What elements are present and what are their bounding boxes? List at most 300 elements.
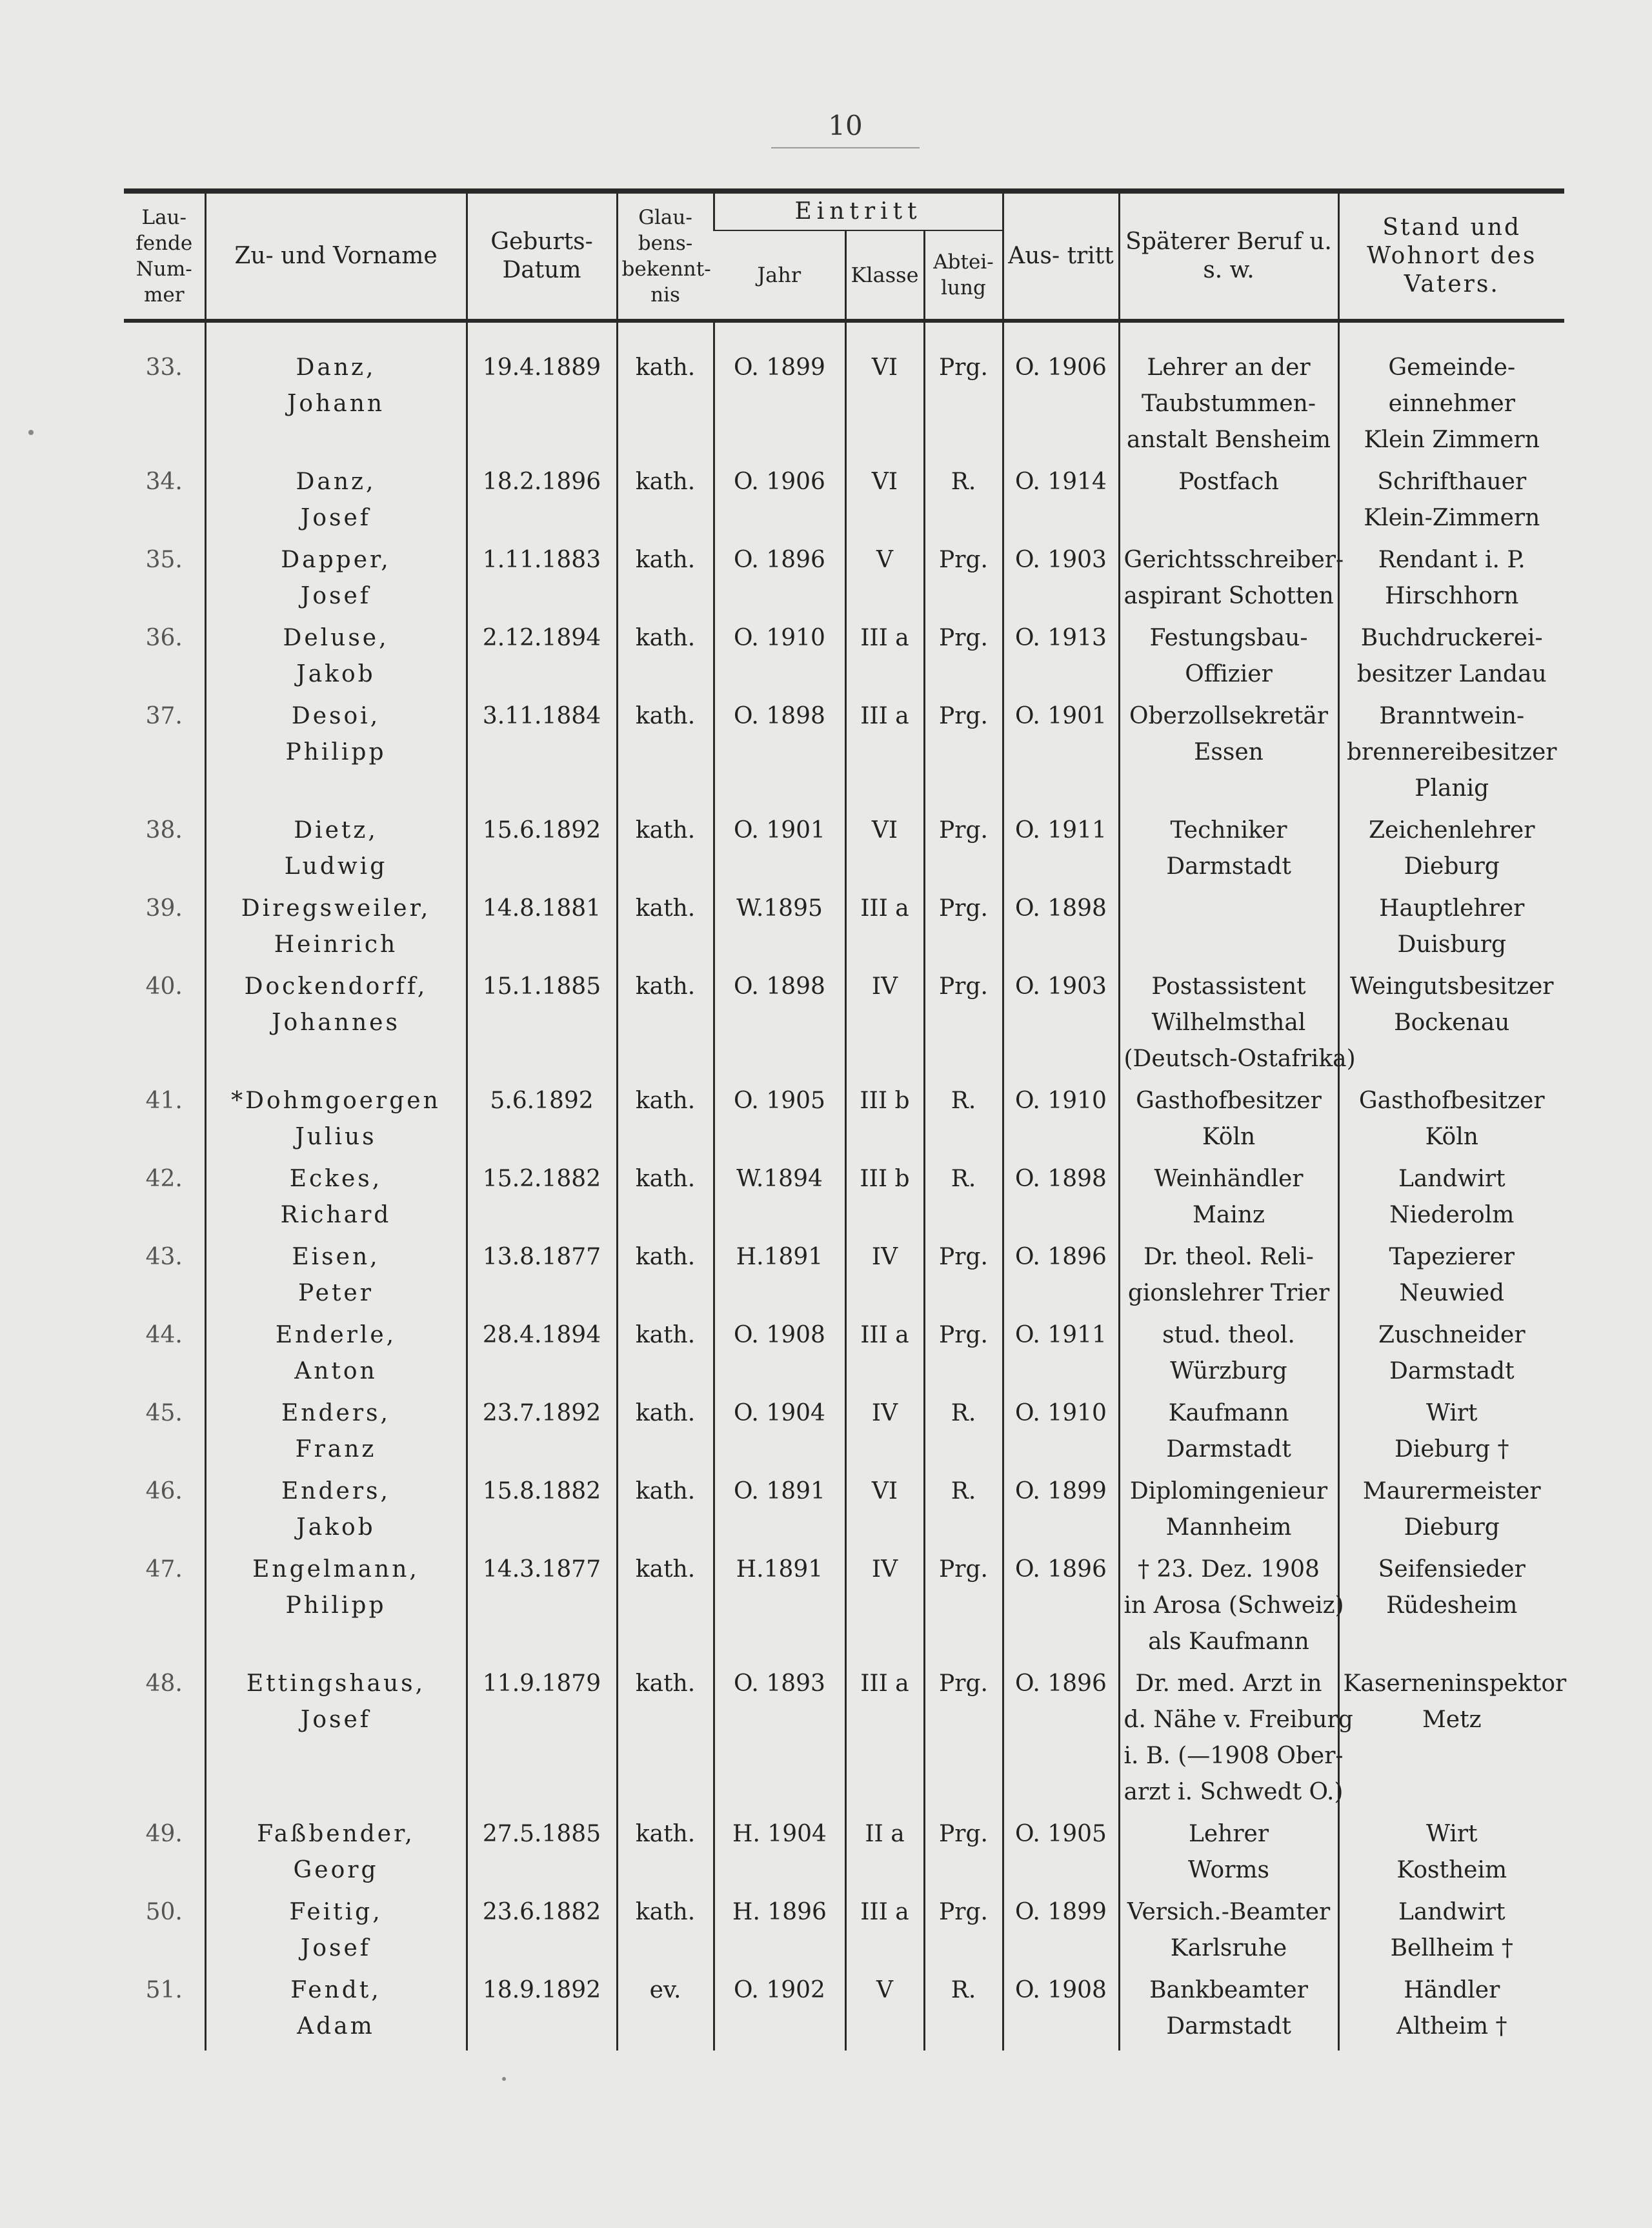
cell-exit: O. 1906 bbox=[1003, 321, 1119, 464]
cell-name-line: Julius bbox=[295, 1124, 377, 1150]
table-row bbox=[124, 891, 1564, 969]
cell-later-profession-line: Darmstadt bbox=[1166, 1436, 1291, 1463]
cell-birthdate: 14.8.1881 bbox=[467, 891, 617, 969]
cell-later-profession-line: i. B. (—1908 Ober- bbox=[1123, 1743, 1344, 1769]
student-register-table bbox=[124, 188, 1567, 2051]
cell-department: Prg. bbox=[924, 969, 1003, 1083]
cell-later-profession bbox=[1119, 464, 1338, 542]
table-row bbox=[124, 542, 1564, 620]
cell-entry-year: O. 1893 bbox=[714, 1666, 845, 1816]
cell-name-line: Adam bbox=[297, 2013, 375, 2040]
paper-blemish bbox=[502, 2077, 506, 2081]
cell-name bbox=[205, 1972, 467, 2051]
cell-later-profession bbox=[1119, 620, 1338, 698]
cell-later-profession bbox=[1119, 1552, 1344, 1666]
cell-father-status-line: Neuwied bbox=[1399, 1280, 1505, 1306]
cell-name bbox=[205, 1474, 467, 1552]
page-number-rule bbox=[771, 147, 920, 148]
cell-religion: kath. bbox=[617, 542, 714, 620]
cell-father-status-line: Köln bbox=[1425, 1124, 1478, 1150]
cell-father-status-line: Gemeinde- bbox=[1388, 354, 1516, 381]
cell-father-status-line: Duisburg bbox=[1397, 931, 1507, 958]
cell-name-line: Josef bbox=[300, 1935, 372, 1961]
cell-name bbox=[205, 1666, 467, 1816]
cell-later-profession bbox=[1119, 1395, 1338, 1474]
cell-name-line: Desoi, bbox=[291, 703, 381, 729]
cell-entry-year: O. 1908 bbox=[714, 1317, 845, 1395]
cell-class: III a bbox=[845, 1894, 924, 1972]
cell-number: 49. bbox=[145, 1821, 183, 1847]
cell-department: Prg. bbox=[924, 1666, 1003, 1816]
cell-name-line: Philipp bbox=[285, 1592, 387, 1619]
cell-birthdate: 5.6.1892 bbox=[467, 1083, 617, 1161]
cell-father-status-line: Dieburg † bbox=[1394, 1436, 1509, 1463]
cell-number: 42. bbox=[145, 1166, 183, 1192]
cell-father-status bbox=[1338, 321, 1564, 464]
cell-exit: O. 1911 bbox=[1003, 1317, 1119, 1395]
cell-exit: O. 1905 bbox=[1003, 1816, 1119, 1894]
cell-later-profession-line: (Deutsch-Ostafrika) bbox=[1123, 1046, 1356, 1072]
cell-later-profession-line: gionslehrer Trier bbox=[1127, 1280, 1330, 1306]
cell-number: 50. bbox=[145, 1899, 183, 1925]
header-name: Zu- und Vorname bbox=[205, 191, 467, 321]
cell-birthdate: 15.6.1892 bbox=[467, 813, 617, 891]
cell-exit: O. 1911 bbox=[1003, 813, 1119, 891]
cell-later-profession bbox=[1119, 1474, 1338, 1552]
cell-father-status bbox=[1338, 1161, 1564, 1239]
cell-class: VI bbox=[845, 1474, 924, 1552]
cell-entry-year: O. 1899 bbox=[714, 321, 845, 464]
cell-birthdate: 19.4.1889 bbox=[467, 321, 617, 464]
cell-father-status-line: Klein Zimmern bbox=[1364, 427, 1540, 453]
cell-later-profession-line: d. Nähe v. Freiburg bbox=[1123, 1706, 1353, 1733]
header-austritt: Aus- tritt bbox=[1003, 191, 1119, 321]
cell-name-line: Enders, bbox=[281, 1478, 390, 1504]
cell-later-profession-line: aspirant Schotten bbox=[1123, 583, 1334, 609]
cell-number: 34. bbox=[145, 469, 183, 495]
cell-name-line: Jakob bbox=[296, 661, 376, 687]
cell-name-line: Dockendorff, bbox=[244, 973, 428, 1000]
cell-name-line: Dietz, bbox=[294, 817, 378, 844]
cell-father-status-line: Bockenau bbox=[1394, 1009, 1510, 1036]
cell-birthdate: 18.9.1892 bbox=[467, 1972, 617, 2051]
cell-exit: O. 1898 bbox=[1003, 891, 1119, 969]
cell-name-line: Diregsweiler, bbox=[241, 895, 431, 922]
header-spaeterer-beruf: Späterer Beruf u. s. w. bbox=[1119, 191, 1338, 321]
cell-birthdate: 15.2.1882 bbox=[467, 1161, 617, 1239]
cell-religion: ev. bbox=[617, 1972, 714, 2051]
table-row bbox=[124, 620, 1564, 698]
cell-father-status bbox=[1338, 1894, 1564, 1972]
cell-father-status bbox=[1338, 1666, 1567, 1816]
cell-name-line: Fendt, bbox=[290, 1977, 381, 2003]
cell-father-status bbox=[1338, 891, 1564, 969]
cell-later-profession-line: Offizier bbox=[1185, 661, 1273, 687]
cell-later-profession-line: in Arosa (Schweiz) bbox=[1123, 1592, 1344, 1619]
cell-exit: O. 1901 bbox=[1003, 698, 1119, 813]
cell-father-status-line: Hirschhorn bbox=[1385, 583, 1519, 609]
cell-father-status-line: Händler bbox=[1404, 1977, 1500, 2003]
cell-religion: kath. bbox=[617, 620, 714, 698]
cell-religion: kath. bbox=[617, 321, 714, 464]
cell-father-status-line: Klein-Zimmern bbox=[1364, 505, 1540, 531]
cell-number: 51. bbox=[145, 1977, 183, 2003]
cell-father-status bbox=[1338, 542, 1564, 620]
cell-name-line: Peter bbox=[298, 1280, 374, 1306]
cell-father-status-line: Niederolm bbox=[1389, 1202, 1515, 1228]
cell-later-profession bbox=[1119, 1816, 1338, 1894]
cell-later-profession bbox=[1119, 891, 1338, 969]
cell-name-line: Danz, bbox=[296, 469, 376, 495]
cell-later-profession bbox=[1119, 1083, 1338, 1161]
table-row bbox=[124, 1972, 1564, 2051]
cell-religion: kath. bbox=[617, 1161, 714, 1239]
cell-religion: kath. bbox=[617, 969, 714, 1083]
cell-exit: O. 1899 bbox=[1003, 1894, 1119, 1972]
table-row bbox=[124, 1666, 1564, 1816]
cell-number: 41. bbox=[145, 1088, 183, 1114]
cell-department: Prg. bbox=[924, 1317, 1003, 1395]
cell-father-status-line: Tapezierer bbox=[1389, 1244, 1515, 1270]
table-row bbox=[124, 464, 1564, 542]
cell-father-status-line: Rendant i. P. bbox=[1378, 547, 1526, 573]
cell-later-profession-line: Wilhelmsthal bbox=[1151, 1009, 1306, 1036]
cell-father-status-line: brennereibesitzer bbox=[1346, 739, 1557, 765]
cell-birthdate: 18.2.1896 bbox=[467, 464, 617, 542]
cell-religion: kath. bbox=[617, 1816, 714, 1894]
cell-number: 33. bbox=[145, 354, 183, 381]
cell-number: 37. bbox=[145, 703, 183, 729]
cell-father-status bbox=[1338, 1239, 1564, 1317]
cell-name-line: Engelmann, bbox=[252, 1556, 419, 1583]
cell-name-line: Enders, bbox=[281, 1400, 390, 1426]
cell-later-profession bbox=[1119, 1666, 1353, 1816]
cell-later-profession bbox=[1119, 1317, 1338, 1395]
cell-later-profession-line: Postassistent bbox=[1151, 973, 1306, 1000]
cell-later-profession-line: Essen bbox=[1194, 739, 1264, 765]
cell-name-line: Heinrich bbox=[274, 931, 398, 958]
cell-class: III a bbox=[845, 620, 924, 698]
cell-entry-year: H. 1904 bbox=[714, 1816, 845, 1894]
table-row bbox=[124, 1317, 1564, 1395]
table-row bbox=[124, 1816, 1564, 1894]
cell-name-line: Franz bbox=[295, 1436, 377, 1463]
cell-father-status-line: Dieburg bbox=[1404, 1514, 1500, 1541]
cell-religion: kath. bbox=[617, 698, 714, 813]
cell-father-status bbox=[1338, 464, 1564, 542]
cell-department: Prg. bbox=[924, 891, 1003, 969]
cell-entry-year: O. 1896 bbox=[714, 542, 845, 620]
cell-name-line: Danz, bbox=[296, 354, 376, 381]
cell-later-profession bbox=[1119, 1161, 1338, 1239]
cell-exit: O. 1898 bbox=[1003, 1161, 1119, 1239]
cell-exit: O. 1903 bbox=[1003, 542, 1119, 620]
cell-name bbox=[205, 464, 467, 542]
cell-name-line: Georg bbox=[293, 1857, 379, 1883]
cell-number: 38. bbox=[145, 817, 183, 844]
cell-entry-year: O. 1910 bbox=[714, 620, 845, 698]
cell-class: III a bbox=[845, 1317, 924, 1395]
cell-department: Prg. bbox=[924, 1816, 1003, 1894]
cell-later-profession-line: Darmstadt bbox=[1166, 853, 1291, 880]
cell-father-status-line: besitzer Landau bbox=[1356, 661, 1547, 687]
cell-religion: kath. bbox=[617, 1083, 714, 1161]
cell-father-status bbox=[1338, 1972, 1564, 2051]
cell-name-line: Josef bbox=[300, 1706, 372, 1733]
cell-religion: kath. bbox=[617, 1474, 714, 1552]
cell-entry-year: O. 1901 bbox=[714, 813, 845, 891]
cell-class: III a bbox=[845, 891, 924, 969]
header-stand-wohnort: Stand und Wohnort des Vaters. bbox=[1338, 191, 1564, 321]
cell-name-line: Josef bbox=[300, 583, 372, 609]
cell-name bbox=[205, 813, 467, 891]
cell-department: Prg. bbox=[924, 813, 1003, 891]
cell-name-line: Anton bbox=[294, 1358, 378, 1384]
cell-birthdate: 2.12.1894 bbox=[467, 620, 617, 698]
page-number: 10 bbox=[828, 110, 863, 141]
header-laufende-nummer: Lau- fende Num- mer bbox=[124, 191, 205, 321]
cell-number: 36. bbox=[145, 625, 183, 651]
cell-name bbox=[205, 1894, 467, 1972]
table-row bbox=[124, 1161, 1564, 1239]
cell-department: Prg. bbox=[924, 1239, 1003, 1317]
cell-name-line: Dapper, bbox=[281, 547, 391, 573]
header-geburtsdatum: Geburts- Datum bbox=[467, 191, 617, 321]
cell-later-profession-line: Techniker bbox=[1170, 817, 1287, 844]
cell-father-status-line: Kaserneninspektor bbox=[1343, 1670, 1567, 1697]
cell-class: III a bbox=[845, 698, 924, 813]
cell-later-profession-line: Lehrer bbox=[1188, 1821, 1269, 1847]
cell-class: IV bbox=[845, 1552, 924, 1666]
cell-religion: kath. bbox=[617, 1666, 714, 1816]
cell-father-status-line: Weingutsbesitzer bbox=[1349, 973, 1554, 1000]
header-eintritt: Eintritt bbox=[714, 191, 1003, 230]
cell-later-profession bbox=[1119, 1239, 1338, 1317]
cell-name-line: Ettingshaus, bbox=[246, 1670, 426, 1697]
table-body bbox=[124, 321, 1567, 2051]
cell-number: 45. bbox=[145, 1400, 183, 1426]
cell-name-line: Feitig, bbox=[289, 1899, 383, 1925]
cell-name-line: Johann bbox=[287, 390, 385, 417]
cell-religion: kath. bbox=[617, 813, 714, 891]
cell-later-profession-line: Weinhändler bbox=[1154, 1166, 1304, 1192]
cell-birthdate: 23.6.1882 bbox=[467, 1894, 617, 1972]
cell-entry-year: O. 1902 bbox=[714, 1972, 845, 2051]
cell-later-profession-line: † 23. Dez. 1908 bbox=[1138, 1556, 1320, 1583]
cell-later-profession-line: Bankbeamter bbox=[1149, 1977, 1308, 2003]
cell-later-profession-line: Würzburg bbox=[1170, 1358, 1287, 1384]
cell-father-status-line: Kostheim bbox=[1396, 1857, 1507, 1883]
cell-later-profession-line: Karlsruhe bbox=[1170, 1935, 1287, 1961]
cell-later-profession bbox=[1119, 321, 1338, 464]
cell-name bbox=[205, 698, 467, 813]
cell-later-profession-line: Lehrer an der bbox=[1147, 354, 1311, 381]
cell-department: Prg. bbox=[924, 1552, 1003, 1666]
cell-birthdate: 13.8.1877 bbox=[467, 1239, 617, 1317]
cell-entry-year: H. 1896 bbox=[714, 1894, 845, 1972]
cell-later-profession bbox=[1119, 1972, 1338, 2051]
cell-department: R. bbox=[924, 1161, 1003, 1239]
cell-birthdate: 3.11.1884 bbox=[467, 698, 617, 813]
cell-class: VI bbox=[845, 464, 924, 542]
cell-later-profession bbox=[1119, 813, 1338, 891]
header-jahr: Jahr bbox=[714, 230, 845, 321]
cell-father-status-line: Metz bbox=[1422, 1706, 1482, 1733]
cell-father-status bbox=[1338, 620, 1564, 698]
cell-later-profession-line: Kaufmann bbox=[1168, 1400, 1289, 1426]
table-row bbox=[124, 1552, 1564, 1666]
cell-name-line: Enderle, bbox=[275, 1322, 397, 1348]
cell-later-profession bbox=[1119, 969, 1356, 1083]
cell-class: III b bbox=[845, 1161, 924, 1239]
cell-father-status-line: einnehmer bbox=[1388, 390, 1515, 417]
cell-father-status-line: Landwirt bbox=[1398, 1166, 1506, 1192]
table-row bbox=[124, 1474, 1564, 1552]
cell-name bbox=[205, 969, 467, 1083]
cell-number: 35. bbox=[145, 547, 183, 573]
cell-father-status-line: Dieburg bbox=[1404, 853, 1500, 880]
cell-father-status bbox=[1338, 1816, 1564, 1894]
cell-religion: kath. bbox=[617, 891, 714, 969]
cell-department: R. bbox=[924, 1972, 1003, 2051]
cell-department: R. bbox=[924, 1395, 1003, 1474]
cell-father-status bbox=[1338, 969, 1564, 1083]
cell-name-line: Richard bbox=[280, 1202, 392, 1228]
cell-later-profession-line: Worms bbox=[1187, 1857, 1270, 1883]
cell-birthdate: 14.3.1877 bbox=[467, 1552, 617, 1666]
cell-name-line: Eckes, bbox=[289, 1166, 383, 1192]
cell-later-profession-line: als Kaufmann bbox=[1148, 1628, 1309, 1655]
cell-name-line: Philipp bbox=[285, 739, 387, 765]
cell-exit: O. 1899 bbox=[1003, 1474, 1119, 1552]
cell-birthdate: 15.1.1885 bbox=[467, 969, 617, 1083]
cell-name bbox=[205, 542, 467, 620]
cell-later-profession bbox=[1119, 542, 1344, 620]
cell-father-status-line: Hauptlehrer bbox=[1379, 895, 1525, 922]
cell-later-profession bbox=[1119, 1894, 1338, 1972]
cell-class: VI bbox=[845, 321, 924, 464]
cell-number: 40. bbox=[145, 973, 183, 1000]
cell-later-profession-line: Gerichtsschreiber- bbox=[1123, 547, 1344, 573]
cell-religion: kath. bbox=[617, 1894, 714, 1972]
cell-birthdate: 1.11.1883 bbox=[467, 542, 617, 620]
cell-father-status-line: Branntwein- bbox=[1379, 703, 1525, 729]
cell-name bbox=[205, 1083, 467, 1161]
cell-father-status bbox=[1338, 1395, 1564, 1474]
cell-birthdate: 28.4.1894 bbox=[467, 1317, 617, 1395]
cell-father-status-line: Altheim † bbox=[1396, 2013, 1507, 2040]
cell-exit: O. 1910 bbox=[1003, 1395, 1119, 1474]
cell-name bbox=[205, 620, 467, 698]
table-row bbox=[124, 1395, 1564, 1474]
cell-later-profession-line: Taubstummen- bbox=[1142, 390, 1316, 417]
cell-department: R. bbox=[924, 464, 1003, 542]
cell-entry-year: O. 1898 bbox=[714, 698, 845, 813]
cell-father-status-line: Zeichenlehrer bbox=[1369, 817, 1535, 844]
cell-class: III b bbox=[845, 1083, 924, 1161]
cell-religion: kath. bbox=[617, 1395, 714, 1474]
cell-entry-year: W.1895 bbox=[714, 891, 845, 969]
cell-name-line: Deluse, bbox=[283, 625, 389, 651]
cell-exit: O. 1896 bbox=[1003, 1666, 1119, 1816]
cell-birthdate: 23.7.1892 bbox=[467, 1395, 617, 1474]
table-row bbox=[124, 813, 1564, 891]
cell-father-status-line: Zuschneider bbox=[1378, 1322, 1526, 1348]
cell-father-status bbox=[1338, 813, 1564, 891]
cell-exit: O. 1910 bbox=[1003, 1083, 1119, 1161]
cell-name-line: Johannes bbox=[272, 1009, 400, 1036]
cell-birthdate: 15.8.1882 bbox=[467, 1474, 617, 1552]
cell-entry-year: O. 1906 bbox=[714, 464, 845, 542]
cell-father-status-line: Gasthofbesitzer bbox=[1358, 1088, 1545, 1114]
cell-name-line: *Dohmgoergen bbox=[231, 1088, 441, 1114]
table-header bbox=[124, 191, 1564, 321]
cell-name bbox=[205, 1239, 467, 1317]
table-row bbox=[124, 1083, 1564, 1161]
cell-later-profession-line: Gasthofbesitzer bbox=[1136, 1088, 1322, 1114]
cell-later-profession-line: Versich.-Beamter bbox=[1127, 1899, 1331, 1925]
cell-later-profession-line: Postfach bbox=[1178, 469, 1279, 495]
cell-class: IV bbox=[845, 1239, 924, 1317]
cell-father-status-line: Planig bbox=[1415, 775, 1489, 802]
cell-birthdate: 11.9.1879 bbox=[467, 1666, 617, 1816]
cell-name bbox=[205, 891, 467, 969]
cell-name bbox=[205, 1552, 467, 1666]
cell-later-profession-line: Diplomingenieur bbox=[1129, 1478, 1328, 1504]
cell-name-line: Josef bbox=[300, 505, 372, 531]
cell-later-profession-line: Dr. theol. Reli- bbox=[1143, 1244, 1314, 1270]
cell-later-profession-line: Mainz bbox=[1193, 1202, 1265, 1228]
cell-name bbox=[205, 1395, 467, 1474]
cell-number: 39. bbox=[145, 895, 183, 922]
cell-birthdate: 27.5.1885 bbox=[467, 1816, 617, 1894]
cell-father-status-line: Landwirt bbox=[1398, 1899, 1506, 1925]
cell-father-status-line: Wirt bbox=[1425, 1821, 1478, 1847]
cell-department: Prg. bbox=[924, 698, 1003, 813]
cell-later-profession-line: anstalt Bensheim bbox=[1126, 427, 1331, 453]
table-row bbox=[124, 321, 1564, 464]
cell-entry-year: O. 1904 bbox=[714, 1395, 845, 1474]
cell-later-profession-line: arzt i. Schwedt O.) bbox=[1123, 1779, 1344, 1805]
cell-number: 43. bbox=[145, 1244, 183, 1270]
cell-name-line: Jakob bbox=[296, 1514, 376, 1541]
header-klasse: Klasse bbox=[845, 230, 924, 321]
cell-later-profession-line: Dr. med. Arzt in bbox=[1135, 1670, 1322, 1697]
cell-father-status-line: Schrifthauer bbox=[1377, 469, 1527, 495]
cell-name bbox=[205, 321, 467, 464]
cell-father-status bbox=[1338, 1474, 1564, 1552]
cell-religion: kath. bbox=[617, 1552, 714, 1666]
cell-father-status-line: Seifensieder bbox=[1378, 1556, 1526, 1583]
cell-class: IV bbox=[845, 1395, 924, 1474]
cell-department: Prg. bbox=[924, 620, 1003, 698]
cell-later-profession-line: stud. theol. bbox=[1162, 1322, 1295, 1348]
cell-father-status bbox=[1338, 698, 1564, 813]
cell-name bbox=[205, 1161, 467, 1239]
cell-religion: kath. bbox=[617, 464, 714, 542]
cell-father-status bbox=[1338, 1317, 1564, 1395]
cell-name bbox=[205, 1816, 467, 1894]
cell-later-profession bbox=[1119, 698, 1338, 813]
cell-number: 44. bbox=[145, 1322, 183, 1348]
cell-department: Prg. bbox=[924, 321, 1003, 464]
cell-name bbox=[205, 1317, 467, 1395]
cell-later-profession-line: Köln bbox=[1202, 1124, 1256, 1150]
cell-entry-year: O. 1905 bbox=[714, 1083, 845, 1161]
cell-number: 47. bbox=[145, 1556, 183, 1583]
cell-class: III a bbox=[845, 1666, 924, 1816]
cell-later-profession-line: Mannheim bbox=[1165, 1514, 1292, 1541]
